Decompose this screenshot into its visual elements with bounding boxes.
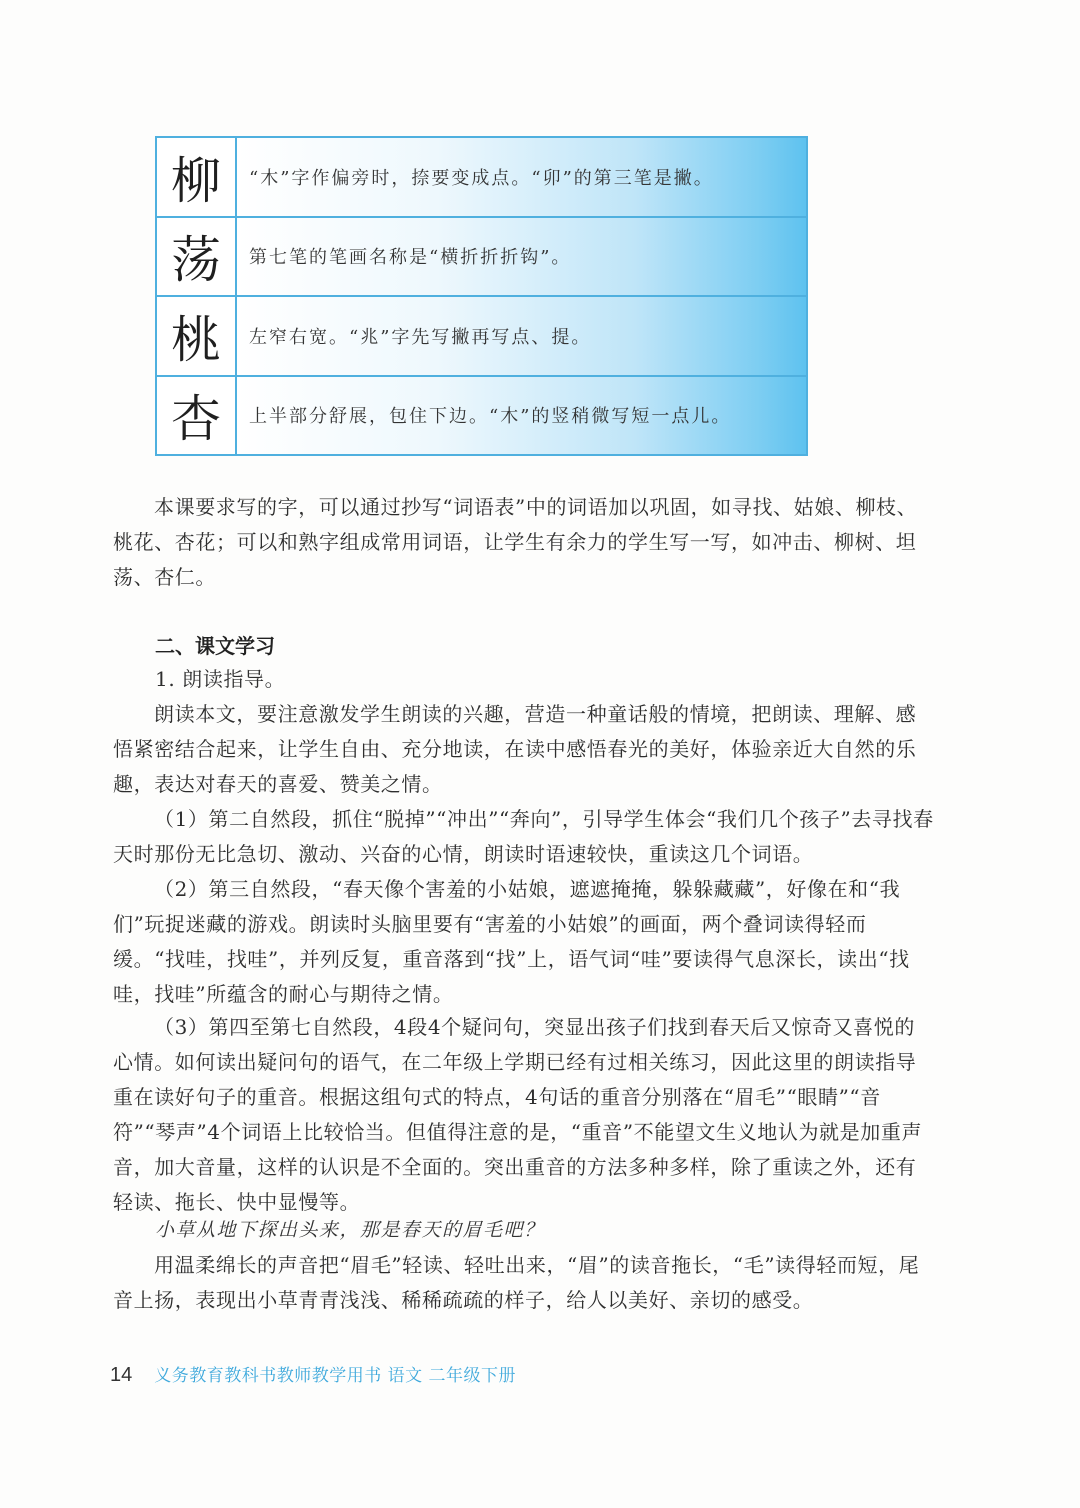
subheading: 1. 朗读指导。 bbox=[155, 667, 286, 691]
char-cell: 杏 bbox=[157, 377, 237, 455]
char-note: “木”字作偏旁时，捺要变成点。“卯”的第三笔是撇。 bbox=[237, 138, 806, 216]
char-row-xing bbox=[157, 377, 806, 455]
paragraph-point-3: （3）第四至第七自然段，4段4个疑问句，突显出孩子们找到春天后又惊奇又喜悦的心情。如何读出疑问句的语气，在二年级上学期已经有过相关练习，因此这里的朗读指导重在读好句子的重音。根据这组句式的特点，4句话的重音分别落在“眉毛”“眼睛”“音符”“琴声”4个词语上比较恰当。但值得注意的是，“重音”不能望文生义地认为就是加重声音，加大音量，这样的认识是不全面的。突出重音的方法多种多样，除了重读之外，还有轻读、拖长、快中显慢等。 bbox=[113, 1015, 923, 1214]
char-cell: 桃 bbox=[157, 297, 237, 375]
book-title: 义务教育教科书教师教学用书 语文 二年级下册 bbox=[154, 1366, 517, 1386]
intro-paragraph: 本课要求写的字，可以通过抄写“词语表”中的词语加以巩固，如寻找、姑娘、柳枝、桃花、杏花；可以和熟字组成常用词语，让学生有余力的学生写一写，如冲击、柳树、坦荡、杏仁。 bbox=[113, 495, 918, 589]
char-note: 第七笔的笔画名称是“横折折折钩”。 bbox=[237, 218, 806, 296]
char-cell: 柳 bbox=[157, 138, 237, 216]
paragraph-point-2: （2）第三自然段，“春天像个害羞的小姑娘，遮遮掩掩，躲躲藏藏”，好像在和“我们”玩捉迷藏的游戏。朗读时头脑里要有“害羞的小姑娘”的画面，两个叠词读得轻而缓。“找哇，找哇”，并列反复，重音落到“找”上，语气词“哇”要读得气息深长，读出“找哇，找哇”所蕴含的耐心与期待之情。 bbox=[113, 877, 910, 1006]
char-row-tao bbox=[157, 297, 806, 377]
example-sentence: 小草从地下探出头来，那是春天的眉毛吧？ bbox=[155, 1219, 545, 1241]
page-number: 14 bbox=[110, 1364, 133, 1386]
char-row-liu bbox=[157, 138, 806, 218]
char-row-dang bbox=[157, 218, 806, 298]
char-note: 左窄右宽。“兆”字先写撇再写点、提。 bbox=[237, 297, 806, 375]
page-footer bbox=[110, 1361, 516, 1387]
paragraph-intro-reading: 朗读本文，要注意激发学生朗读的兴趣，营造一种童话般的情境，把朗读、理解、感悟紧密结合起来，让学生自由、充分地读，在读中感悟春光的美好，体验亲近大自然的乐趣，表达对春天的喜爱、赞美之情。 bbox=[113, 702, 917, 796]
section-heading: 二、课文学习 bbox=[155, 634, 275, 658]
writing-guide-table bbox=[155, 136, 808, 456]
char-note: 上半部分舒展，包住下边。“木”的竖稍微写短一点儿。 bbox=[237, 377, 806, 455]
final-paragraph: 用温柔绵长的声音把“眉毛”轻读、轻吐出来，“眉”的读音拖长，“毛”读得轻而短，尾音上扬，表现出小草青青浅浅、稀稀疏疏的样子，给人以美好、亲切的感受。 bbox=[113, 1253, 920, 1312]
paragraph-point-1: （1）第二自然段，抓住“脱掉”“冲出”“奔向”，引导学生体会“我们几个孩子”去寻找春天时那份无比急切、激动、兴奋的心情，朗读时语速较快，重读这几个词语。 bbox=[113, 807, 934, 866]
char-cell: 荡 bbox=[157, 218, 237, 296]
